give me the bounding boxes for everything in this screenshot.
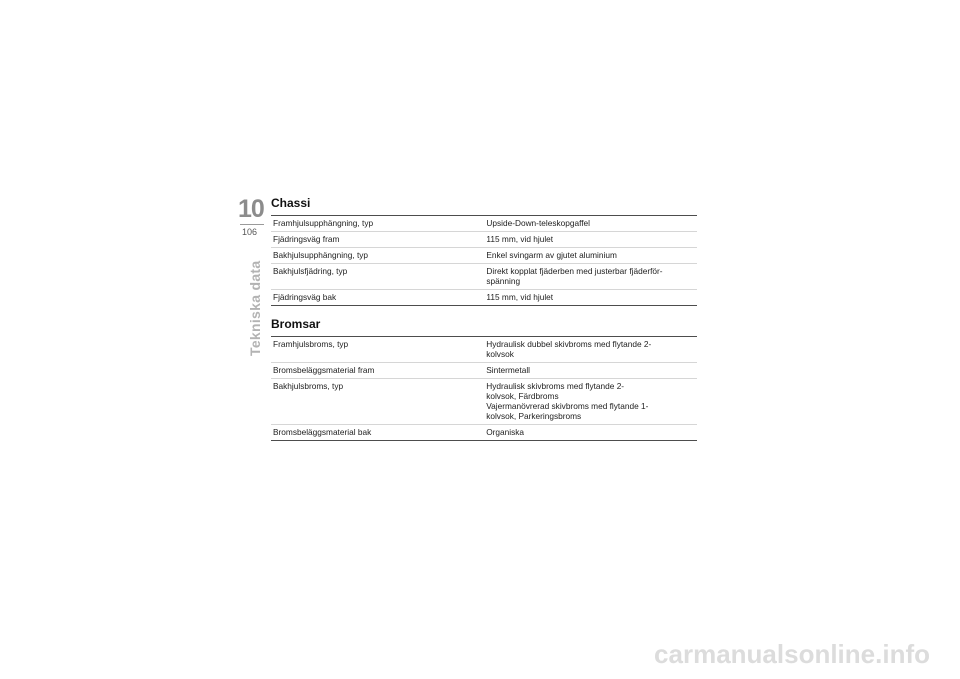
spec-label: Fjädringsväg bak xyxy=(271,290,484,306)
spec-label: Bakhjulsfjädring, typ xyxy=(271,264,484,290)
table-row xyxy=(271,248,697,264)
spec-content xyxy=(271,196,697,441)
spec-value-line: spänning xyxy=(486,276,521,286)
section-title-chassi: Chassi xyxy=(271,196,311,210)
spec-value xyxy=(484,290,697,306)
table-row xyxy=(271,379,697,425)
spec-value-line: Hydraulisk skivbroms med flytande 2- xyxy=(486,381,625,391)
spec-value xyxy=(484,216,697,232)
table-row xyxy=(271,264,697,290)
spec-table-bromsar xyxy=(271,336,697,441)
chapter-rule xyxy=(240,224,264,225)
table-row xyxy=(271,337,697,363)
spec-value-line: Enkel svingarm av gjutet aluminium xyxy=(486,250,617,260)
spec-value xyxy=(484,337,697,363)
page-number: 106 xyxy=(242,227,258,237)
section-bromsar xyxy=(271,317,697,441)
spec-label: Framhjulsbroms, typ xyxy=(273,339,349,349)
spec-value xyxy=(484,264,697,290)
spec-label: Bakhjulsbroms, typ xyxy=(271,379,484,425)
table-row xyxy=(271,425,697,441)
spec-value-line: Direkt kopplat fjäderben med justerbar fjäderför- xyxy=(486,266,663,276)
spec-value-line: kolvsok, Parkeringsbroms xyxy=(486,411,582,421)
spec-value xyxy=(484,363,697,379)
spec-value xyxy=(484,232,697,248)
spec-value-line: 115 mm, vid hjulet xyxy=(486,292,554,302)
spec-label: Bromsbeläggsmaterial fram xyxy=(271,363,484,379)
spec-value-line: Hydraulisk dubbel skivbroms med flytande 2- xyxy=(486,339,652,349)
spec-value-line: Upside-Down-teleskopgaffel xyxy=(486,218,590,228)
watermark-text: carmanualsonline.info xyxy=(654,639,930,669)
table-row xyxy=(271,216,697,232)
spec-label: Bakhjulsupphängning, typ xyxy=(271,248,484,264)
spec-value-line: kolvsok, Färdbroms xyxy=(486,391,559,401)
table-row xyxy=(271,363,697,379)
spec-label: Framhjulsupphängning, typ xyxy=(273,218,374,228)
spec-value-line: kolvsok xyxy=(486,349,514,359)
spec-value xyxy=(484,425,697,441)
spec-value xyxy=(484,248,697,264)
section-title-bromsar: Bromsar xyxy=(271,317,321,331)
spec-value-line: Vajermanövrerad skivbroms med flytande 1- xyxy=(486,401,649,411)
spec-value xyxy=(484,379,697,425)
section-chassi xyxy=(271,196,697,306)
chapter-number: 10 xyxy=(238,195,264,223)
chapter-side-title: Tekniska data xyxy=(247,260,263,356)
table-row xyxy=(271,232,697,248)
table-row xyxy=(271,290,697,306)
spec-label: Fjädringsväg fram xyxy=(271,232,484,248)
spec-value-line: Organiska xyxy=(486,427,525,437)
spec-value-line: Sintermetall xyxy=(486,365,531,375)
spec-label: Bromsbeläggsmaterial bak xyxy=(271,425,484,441)
spec-table-chassi xyxy=(271,215,697,306)
spec-value-line: 115 mm, vid hjulet xyxy=(486,234,554,244)
